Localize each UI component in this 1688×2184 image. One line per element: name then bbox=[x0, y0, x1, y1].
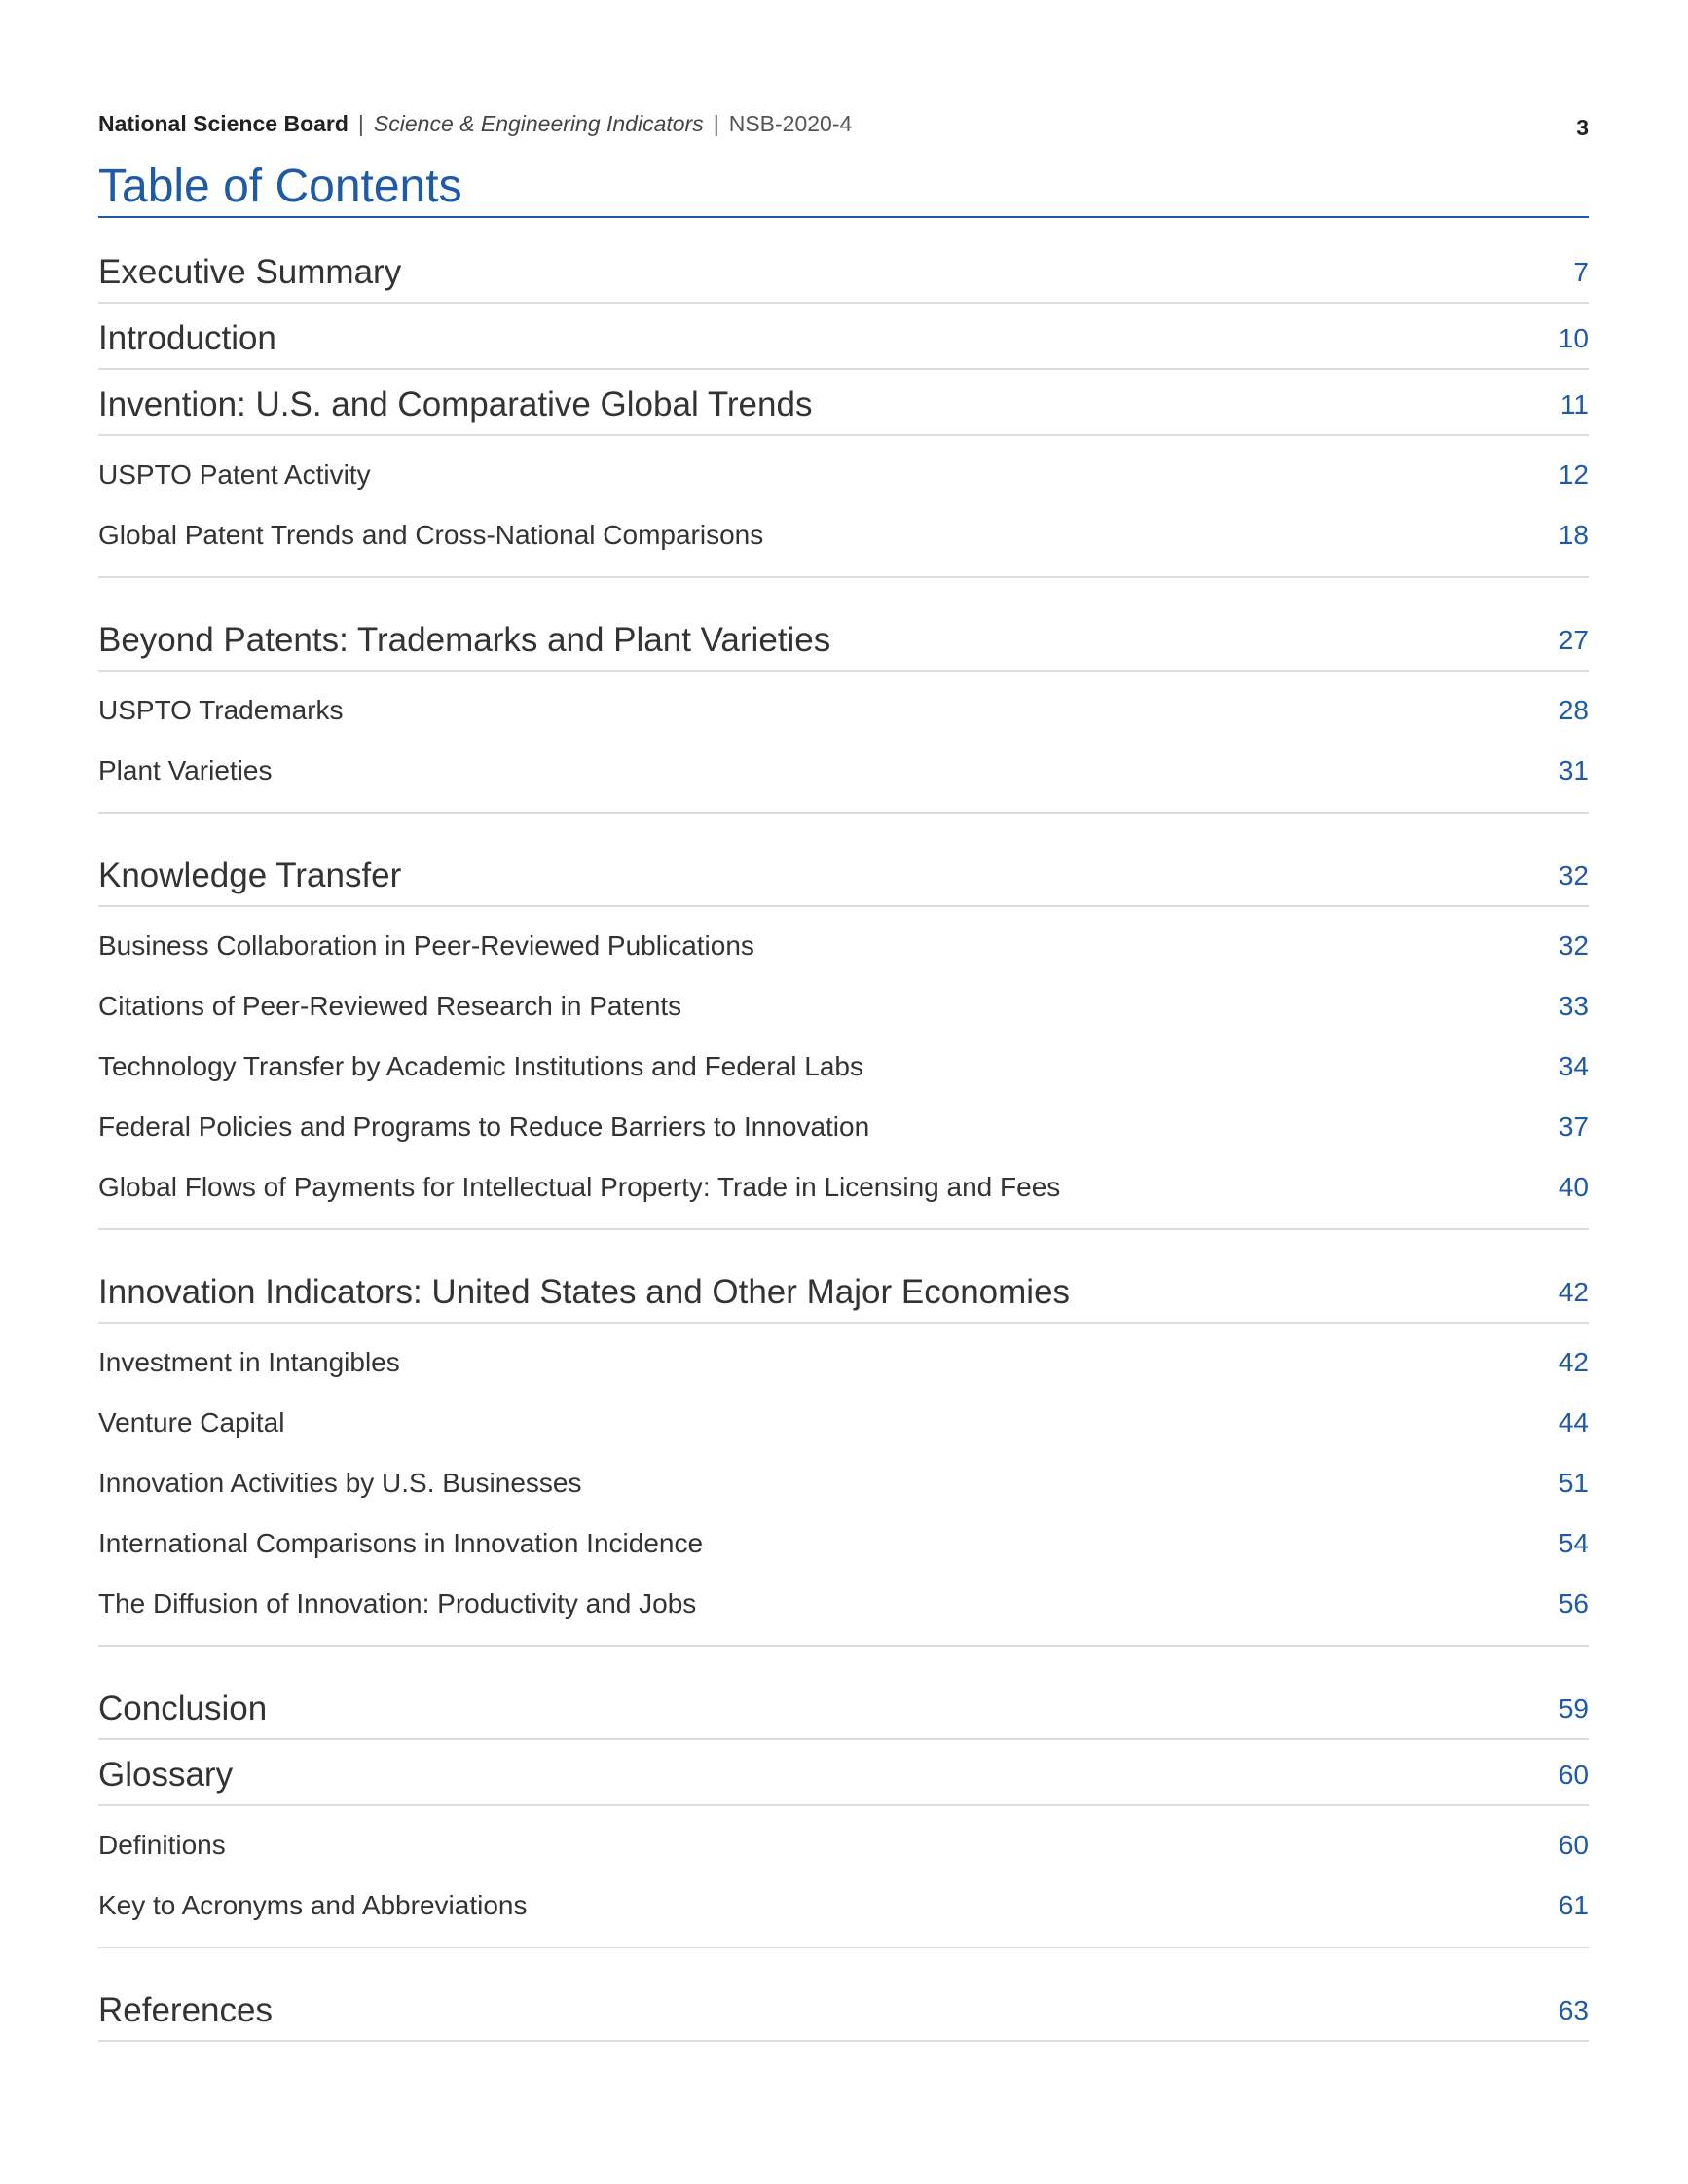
toc-section-entry[interactable] bbox=[98, 1976, 1589, 2042]
toc-section-title: Beyond Patents: Trademarks and Plant Varieties bbox=[98, 621, 831, 659]
toc-subsection-title: Definitions bbox=[98, 1830, 226, 1860]
header-organization: National Science Board bbox=[98, 111, 349, 136]
toc-section-entry[interactable] bbox=[98, 304, 1589, 370]
toc-section-page: 10 bbox=[1558, 323, 1589, 353]
toc-list bbox=[98, 237, 1589, 2042]
toc-subsection-page: 60 bbox=[1558, 1830, 1589, 1860]
toc-subsection-page: 44 bbox=[1558, 1407, 1589, 1438]
toc-subsection-title: Technology Transfer by Academic Institutions and Federal Labs bbox=[98, 1051, 863, 1081]
toc-subsection-entry[interactable] bbox=[98, 1392, 1589, 1452]
toc-subsection-entry[interactable] bbox=[98, 1806, 1589, 1875]
toc-subsection-entry[interactable] bbox=[98, 1875, 1589, 1935]
toc-subsection-page: 31 bbox=[1558, 755, 1589, 785]
toc-subsection-entry[interactable] bbox=[98, 1036, 1589, 1096]
toc-subsection-page: 51 bbox=[1558, 1468, 1589, 1498]
toc-subsection-title: The Diffusion of Innovation: Productivity and Jobs bbox=[98, 1588, 697, 1619]
toc-section-page: 32 bbox=[1558, 860, 1589, 891]
toc-subsection-entry[interactable] bbox=[98, 907, 1589, 975]
toc-section-page: 27 bbox=[1558, 625, 1589, 655]
toc-subsection-entry[interactable] bbox=[98, 740, 1589, 800]
toc-subsection-title: International Comparisons in Innovation Incidence bbox=[98, 1528, 704, 1558]
header-separator: | bbox=[713, 111, 719, 136]
toc-subsection-title: USPTO Patent Activity bbox=[98, 459, 371, 490]
header-page-number: 3 bbox=[1576, 115, 1589, 140]
toc-section-entry[interactable] bbox=[98, 841, 1589, 907]
toc-section-entry[interactable] bbox=[98, 237, 1589, 304]
section-divider bbox=[98, 1228, 1589, 1230]
toc-section-entry[interactable] bbox=[98, 1674, 1589, 1740]
toc-subsection-entry[interactable] bbox=[98, 975, 1589, 1036]
toc-subsection-title: Investment in Intangibles bbox=[98, 1347, 400, 1377]
toc-section-entry[interactable] bbox=[98, 1257, 1589, 1324]
toc-section-title: Introduction bbox=[98, 319, 276, 357]
toc-section-page: 63 bbox=[1558, 1995, 1589, 2025]
toc-subsection-entry[interactable] bbox=[98, 436, 1589, 504]
toc-section-title: Knowledge Transfer bbox=[98, 856, 402, 894]
toc-section-page: 7 bbox=[1573, 257, 1589, 287]
toc-section-entry[interactable] bbox=[98, 605, 1589, 672]
toc-subsection-page: 61 bbox=[1558, 1890, 1589, 1920]
toc-subsection-title: Innovation Activities by U.S. Businesses bbox=[98, 1468, 582, 1498]
section-divider bbox=[98, 1645, 1589, 1647]
toc-subsection-page: 28 bbox=[1558, 695, 1589, 725]
toc-section-title: Glossary bbox=[98, 1756, 234, 1794]
toc-section-title: Innovation Indicators: United States and Other Major Economies bbox=[98, 1273, 1071, 1311]
toc-subsection-title: USPTO Trademarks bbox=[98, 695, 344, 725]
toc-subsection-entry[interactable] bbox=[98, 1512, 1589, 1573]
header-separator: | bbox=[357, 111, 364, 136]
running-header bbox=[98, 107, 1589, 140]
page-title: Table of Contents bbox=[98, 158, 1589, 218]
toc-subsection-title: Key to Acronyms and Abbreviations bbox=[98, 1890, 528, 1920]
toc-section-page: 60 bbox=[1558, 1760, 1589, 1790]
toc-subsection-page: 40 bbox=[1558, 1172, 1589, 1202]
toc-section-title: Invention: U.S. and Comparative Global Trends bbox=[98, 385, 813, 423]
toc-subsection-entry[interactable] bbox=[98, 1452, 1589, 1512]
toc-subsection-title: Global Flows of Payments for Intellectual Property: Trade in Licensing and Fees bbox=[98, 1172, 1061, 1202]
toc-subsection-title: Plant Varieties bbox=[98, 755, 273, 785]
toc-section-title: References bbox=[98, 1991, 273, 2029]
toc-subsection-entry[interactable] bbox=[98, 672, 1589, 740]
toc-subsection-page: 37 bbox=[1558, 1111, 1589, 1142]
toc-subsection-page: 12 bbox=[1558, 459, 1589, 490]
toc-subsection-entry[interactable] bbox=[98, 504, 1589, 564]
toc-subsection-title: Business Collaboration in Peer-Reviewed Publications bbox=[98, 930, 754, 961]
toc-subsection-entry[interactable] bbox=[98, 1156, 1589, 1217]
toc-subsection-page: 56 bbox=[1558, 1588, 1589, 1619]
toc-subsection-title: Citations of Peer-Reviewed Research in Patents bbox=[98, 991, 682, 1021]
toc-subsection-entry[interactable] bbox=[98, 1573, 1589, 1633]
toc-subsection-entry[interactable] bbox=[98, 1324, 1589, 1392]
toc-section-page: 59 bbox=[1558, 1693, 1589, 1724]
toc-subsection-page: 34 bbox=[1558, 1051, 1589, 1081]
toc-section-page: 11 bbox=[1560, 389, 1589, 419]
toc-subsection-page: 42 bbox=[1558, 1347, 1589, 1377]
header-report-id: NSB-2020-4 bbox=[728, 111, 853, 136]
toc-section-page: 42 bbox=[1558, 1277, 1589, 1307]
toc-subsection-page: 18 bbox=[1558, 520, 1589, 550]
header-publication: Science & Engineering Indicators bbox=[373, 111, 704, 136]
toc-section-entry[interactable] bbox=[98, 370, 1589, 436]
document-page bbox=[98, 0, 1589, 2184]
toc-subsection-entry[interactable] bbox=[98, 1096, 1589, 1156]
toc-subsection-title: Federal Policies and Programs to Reduce Barriers to Innovation bbox=[98, 1111, 870, 1142]
toc-section-entry[interactable] bbox=[98, 1740, 1589, 1806]
toc-subsection-title: Venture Capital bbox=[98, 1407, 285, 1438]
toc-subsection-page: 54 bbox=[1558, 1528, 1589, 1558]
toc-subsection-page: 33 bbox=[1558, 991, 1589, 1021]
section-divider bbox=[98, 576, 1589, 578]
toc-subsection-title: Global Patent Trends and Cross-National Comparisons bbox=[98, 520, 764, 550]
toc-section-title: Executive Summary bbox=[98, 253, 402, 291]
section-divider bbox=[98, 1947, 1589, 1948]
toc-subsection-page: 32 bbox=[1558, 930, 1589, 961]
section-divider bbox=[98, 812, 1589, 814]
toc-section-title: Conclusion bbox=[98, 1690, 268, 1728]
